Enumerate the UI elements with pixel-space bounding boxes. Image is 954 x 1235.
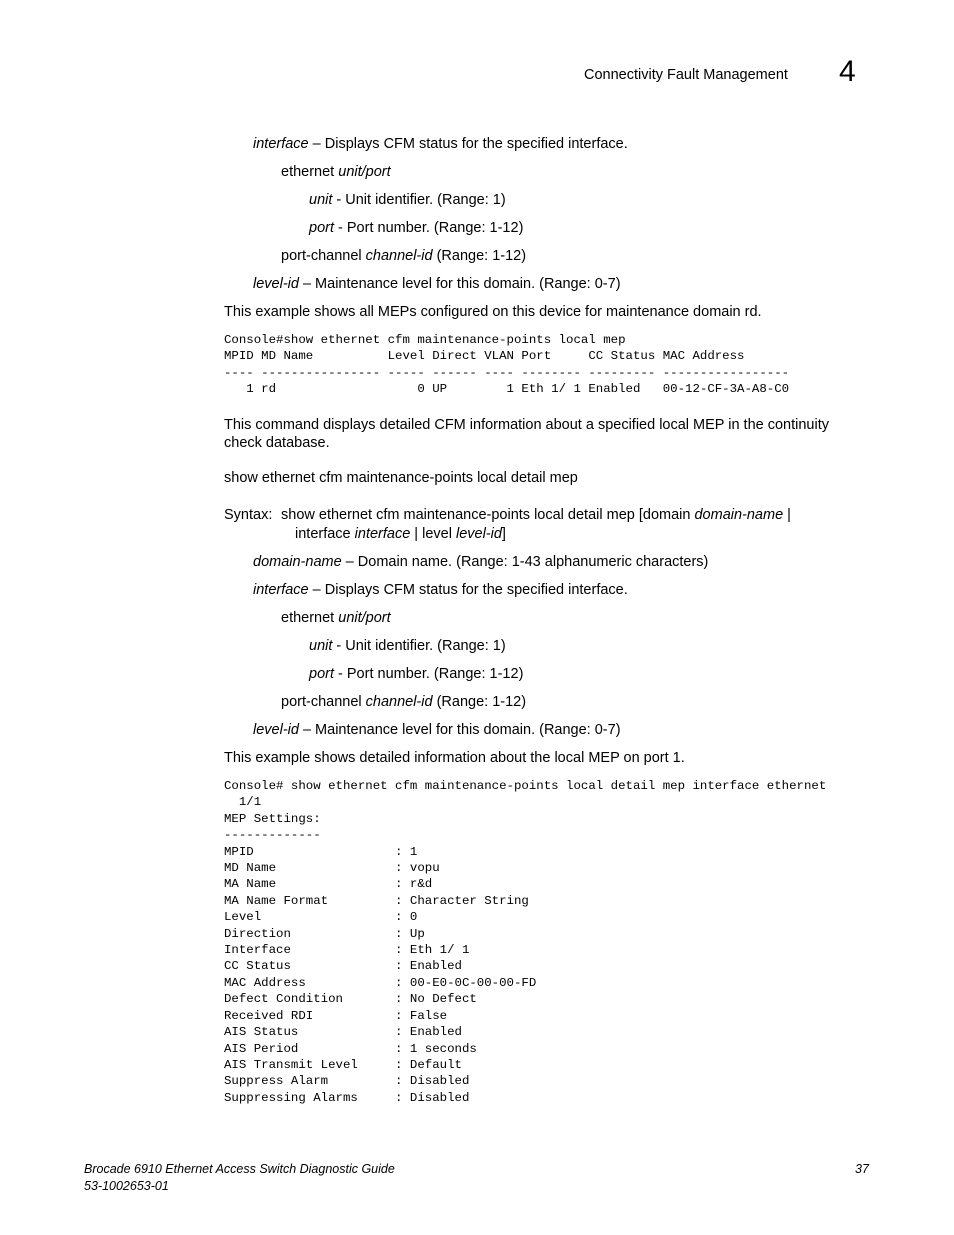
syntax-pipe: | xyxy=(783,507,791,523)
syntax-arg: interface xyxy=(350,526,411,542)
code-line: MA Name Format : Character String xyxy=(224,893,529,908)
param-arg: channel-id xyxy=(365,694,433,710)
param-desc: – Maintenance level for this domain. (Range: 0-7) xyxy=(298,722,621,738)
param-arg: unit/port xyxy=(338,164,391,180)
code-line: Suppress Alarm : Disabled xyxy=(224,1074,470,1089)
param-term: interface xyxy=(253,136,309,152)
param-term: unit xyxy=(309,638,333,654)
param-unit xyxy=(309,191,506,209)
code-line: MAC Address : 00-E0-0C-00-00-FD xyxy=(224,975,537,990)
param-arg: channel-id xyxy=(365,248,433,264)
param-ethernet xyxy=(281,163,391,181)
syntax-command: show ethernet cfm maintenance-points local detail mep xyxy=(281,507,635,523)
param-level-id xyxy=(253,275,621,293)
code-line: Console# show ethernet cfm maintenance-points local detail mep interface ethernet xyxy=(224,779,827,793)
param-desc: – Domain name. (Range: 1-43 alphanumeric characters) xyxy=(341,554,709,570)
param-term: interface xyxy=(253,582,309,598)
param-desc: – Displays CFM status for the specified interface. xyxy=(308,582,628,598)
running-header-title: Connectivity Fault Management xyxy=(584,67,788,83)
param-range: (Range: 1-12) xyxy=(432,694,527,710)
code-line: MEP Settings: xyxy=(224,811,321,826)
code-line: Direction : Up xyxy=(224,926,425,941)
code-line: MPID : 1 xyxy=(224,844,418,859)
footer-page-number: 37 xyxy=(855,1162,869,1176)
param-port xyxy=(309,665,523,683)
param-term: domain-name xyxy=(253,554,342,570)
chapter-number: 4 xyxy=(839,55,856,88)
syntax-line-2 xyxy=(295,525,506,543)
param-interface xyxy=(253,581,628,599)
code-line: MD Name : vopu xyxy=(224,861,440,876)
param-desc: - Unit identifier. (Range: 1) xyxy=(332,638,506,654)
code-line: MA Name : r&d xyxy=(224,877,433,892)
code-line: Suppressing Alarms : Disabled xyxy=(224,1090,470,1105)
syntax-label: Syntax: xyxy=(224,507,273,523)
example1-intro: This example shows all MEPs configured on this device for maintenance domain rd. xyxy=(224,304,762,320)
code-example-1 xyxy=(224,332,789,398)
param-range: (Range: 1-12) xyxy=(432,248,527,264)
syntax-arg: level-id xyxy=(451,526,502,542)
code-line: 1/1 xyxy=(224,795,262,810)
param-desc: - Port number. (Range: 1-12) xyxy=(334,220,524,236)
syntax-arg: domain-name xyxy=(690,507,784,523)
param-desc: - Unit identifier. (Range: 1) xyxy=(332,192,506,208)
code-example-2 xyxy=(224,778,826,1106)
syntax-keyword: interface xyxy=(295,526,351,542)
keyword: ethernet xyxy=(281,164,335,180)
code-line: Defect Condition : No Defect xyxy=(224,992,477,1007)
keyword: port-channel xyxy=(281,694,362,710)
param-port xyxy=(309,219,523,237)
keyword: ethernet xyxy=(281,610,335,626)
footer-doc-title: Brocade 6910 Ethernet Access Switch Diagnostic Guide xyxy=(84,1162,395,1176)
code-line: Received RDI : False xyxy=(224,1008,448,1023)
code-line: AIS Period : 1 seconds xyxy=(224,1041,477,1056)
code-line: ------------- xyxy=(224,828,321,843)
param-term: level-id xyxy=(253,722,299,738)
param-term: level-id xyxy=(253,276,299,292)
command-description: This command displays detailed CFM information about a specified local MEP in the continuity check database. xyxy=(224,417,829,451)
syntax-bracket: ] xyxy=(501,526,506,542)
code-line: Console#show ethernet cfm maintenance-points local mep xyxy=(224,333,626,347)
param-interface xyxy=(253,135,628,153)
param-unit xyxy=(309,637,506,655)
param-arg: unit/port xyxy=(338,610,391,626)
code-line: Interface : Eth 1/ 1 xyxy=(224,943,470,958)
code-line: CC Status : Enabled xyxy=(224,959,462,974)
param-desc: – Displays CFM status for the specified interface. xyxy=(308,136,628,152)
syntax-pipe: | xyxy=(410,526,423,542)
param-desc: - Port number. (Range: 1-12) xyxy=(334,666,524,682)
syntax-bracket: [ xyxy=(634,507,643,523)
param-ethernet xyxy=(281,609,391,627)
syntax-keyword: domain xyxy=(642,507,691,523)
param-port-channel xyxy=(281,693,526,711)
param-port-channel xyxy=(281,247,526,265)
code-line: MPID MD Name Level Direct VLAN Port CC Status MAC Address xyxy=(224,349,745,364)
param-level-id xyxy=(253,721,621,739)
param-term: unit xyxy=(309,192,333,208)
code-line: 1 rd 0 UP 1 Eth 1/ 1 Enabled 00-12-CF-3A-A8-C0 xyxy=(224,382,790,397)
code-line: ---- ---------------- ----- ------ ---- -------- --------- ----------------- xyxy=(224,365,790,380)
param-domain-name xyxy=(253,553,708,571)
syntax-line-1 xyxy=(281,506,791,524)
keyword: port-channel xyxy=(281,248,362,264)
code-line: AIS Transmit Level : Default xyxy=(224,1057,462,1072)
param-term: port xyxy=(309,666,334,682)
footer-doc-number: 53-1002653-01 xyxy=(84,1179,169,1193)
param-desc: – Maintenance level for this domain. (Range: 0-7) xyxy=(298,276,621,292)
code-line: AIS Status : Enabled xyxy=(224,1025,462,1040)
param-term: port xyxy=(309,220,334,236)
code-line: Level : 0 xyxy=(224,910,418,925)
example2-intro: This example shows detailed information about the local MEP on port 1. xyxy=(224,750,685,766)
syntax-keyword: level xyxy=(422,526,452,542)
command-heading: show ethernet cfm maintenance-points local detail mep xyxy=(224,470,578,486)
